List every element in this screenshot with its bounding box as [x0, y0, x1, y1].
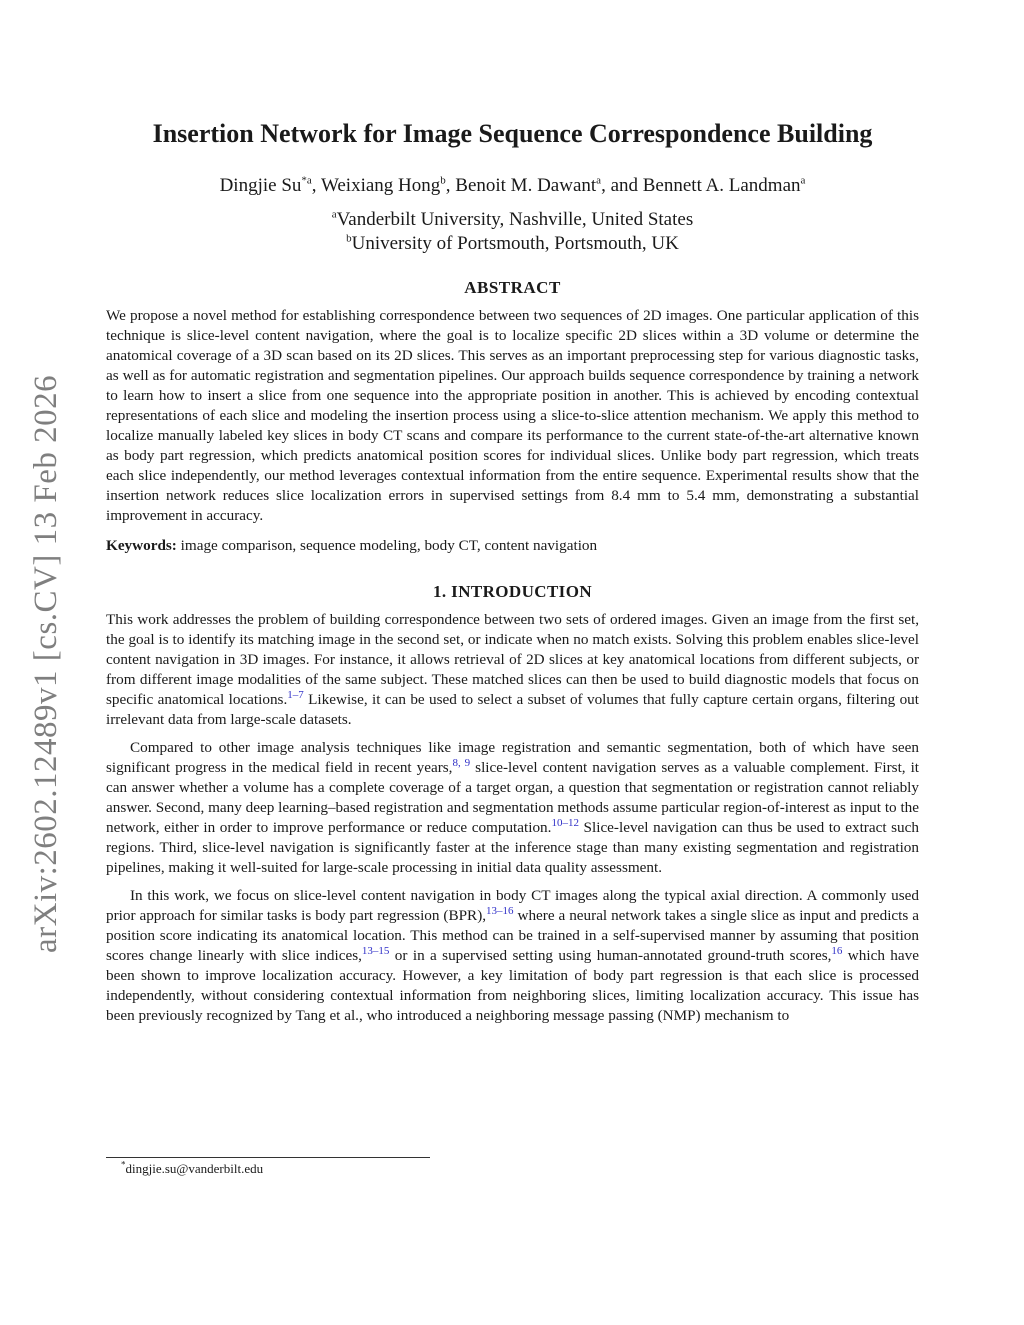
intro-paragraph-2: [106, 738, 919, 878]
citation-link[interactable]: 1–7: [287, 688, 304, 701]
author-mark: *a: [301, 174, 312, 187]
paragraph-text: slice-level content navigation serves as a valuable complement. First, it can answer whether a volume has a complete coverage of a target organ, a question that segmentation or registration cannot reliably answer. Second, many deep learning–based registration and segmentation methods assume particular region-of-interest as input to the network, either in order to improve performance or reduce computation.: [106, 759, 920, 836]
author-list: Dingjie Su$^{*a}$, Weixiang Hong$^b$, Benoit M. Dawant$^a$, and Bennett A. Landman$^a$: [219, 174, 806, 196]
author-name: Dingjie Su: [219, 175, 302, 196]
affiliation-list: [106, 208, 919, 256]
author-name: Weixiang Hong: [320, 175, 441, 196]
affiliation-mark: b: [346, 232, 352, 245]
intro-paragraph-3: [106, 886, 919, 1026]
abstract-heading: ABSTRACT: [464, 278, 561, 297]
paragraph-text: Compared to other image analysis techniques like image registration and semantic segmentation, both of which have seen significant progress in the medical field in recent years,: [106, 739, 919, 776]
footnote-divider: [106, 1157, 430, 1158]
footnote-email[interactable]: dingjie.su@vanderbilt.edu: [125, 1161, 264, 1176]
affiliation: [106, 232, 919, 256]
author-mark: a: [596, 174, 602, 187]
author-name: Bennett A. Landman: [642, 175, 801, 196]
paragraph-text: Likewise, it can be used to select a subset of volumes that fully capture certain organs, filtering out irrelevant data from large-scale datasets.: [106, 691, 919, 728]
affiliation: [106, 208, 919, 232]
citation-link[interactable]: 16: [831, 944, 843, 957]
paper-title: Insertion Network for Image Sequence Correspondence Building: [152, 119, 873, 148]
paragraph-text: where a neural network takes a single slice as input and predicts a position score indicating its anatomical location. This method can be trained in a self-supervised manner by assuming that position scores change linearly with slice indices,: [106, 907, 919, 964]
arxiv-identifier-stamp: arXiv:2602.12489v1 [cs.CV] 13 Feb 2026: [28, 374, 64, 954]
paragraph-text: This work addresses the problem of building correspondence between two sets of ordered images. Given an image from the first set, the goal is to identify its matching image in the second set, or indicate when no match exists. Solving this problem enables slice-level content navigation in 3D images. For instance, it allows retrieval of 2D slices at key anatomical locations from different subjects, or from different image modalities of the same subject. These matched slices can then be used to build diagnostic models that focus on specific anatomical locations.: [106, 611, 919, 708]
citation-link[interactable]: 13–15: [361, 944, 390, 957]
affiliation-mark: a: [331, 208, 337, 221]
author-mark: b: [440, 174, 446, 187]
author-mark: a: [800, 174, 806, 187]
abstract-text: We propose a novel method for establishing correspondence between two sequences of 2D images. One particular application of this technique is slice-level content navigation, where the goal is to localize specific 2D slices within a 3D volume or determine the anatomical coverage of a 3D scan based on its 2D slices. This serves as an important preprocessing step for various diagnostic tasks, as well as for automatic registration and segmentation pipelines. Our approach builds sequence correspondence by training a network to learn how to insert a slice from one sequence into the appropriate position in another. This is achieved by encoding contextual representations of each slice and modeling the insertion process using a slice-to-slice attention mechanism. We apply this method to localize manually labeled key slices in body CT scans and compare its performance to the current state-of-the-art alternative known as body part regression, which predicts anatomical position scores for individual slices. Unlike body part regression, which treats each slice independently, our method leverages contextual information from the entire sequence. Experimental results show that the insertion network reduces slice localization errors in supervised settings from 8.4 mm to 5.4 mm, demonstrating a substantial improvement in accuracy.: [106, 307, 919, 524]
footnote-mark: *: [121, 1159, 126, 1170]
paragraph-text: or in a supervised setting using human-annotated ground-truth scores,: [389, 947, 832, 964]
intro-paragraph-1: [106, 610, 919, 730]
author-name: Benoit M. Dawant: [455, 175, 597, 196]
affiliation-text: University of Portsmouth, Portsmouth, UK: [351, 233, 679, 254]
keywords-text: image comparison, sequence modeling, body CT, content navigation: [180, 537, 598, 554]
footnote: [121, 1161, 263, 1177]
paragraph-text: which have been shown to improve localization accuracy. However, a key limitation of body part regression is that each slice is processed independently, without considering contextual information from neighboring slices, limiting localization accuracy. This issue has been previously recognized by Tang et al., who introduced a neighboring message passing (NMP) mechanism to: [106, 947, 919, 1024]
citation-link[interactable]: 10–12: [551, 816, 579, 829]
citation-link[interactable]: 8, 9: [452, 756, 471, 769]
keywords-line: [106, 536, 919, 556]
paper-page: [106, 118, 919, 1026]
section-heading-introduction: 1. INTRODUCTION: [432, 582, 593, 601]
citation-link[interactable]: 13–16: [486, 904, 514, 917]
paragraph-text: Slice-level navigation can thus be used to extract such regions. Third, slice-level navigation is significantly faster at the inference stage than many existing segmentation and registration pipelines, making it well-suited for large-scale processing in initial data quality assessment.: [106, 819, 919, 876]
keywords-label: Keywords:: [106, 537, 177, 554]
affiliation-text: Vanderbilt University, Nashville, United States: [336, 209, 694, 230]
paragraph-text: In this work, we focus on slice-level content navigation in body CT images along the typical axial direction. A commonly used prior approach for similar tasks is body part regression (BPR),: [106, 887, 919, 924]
